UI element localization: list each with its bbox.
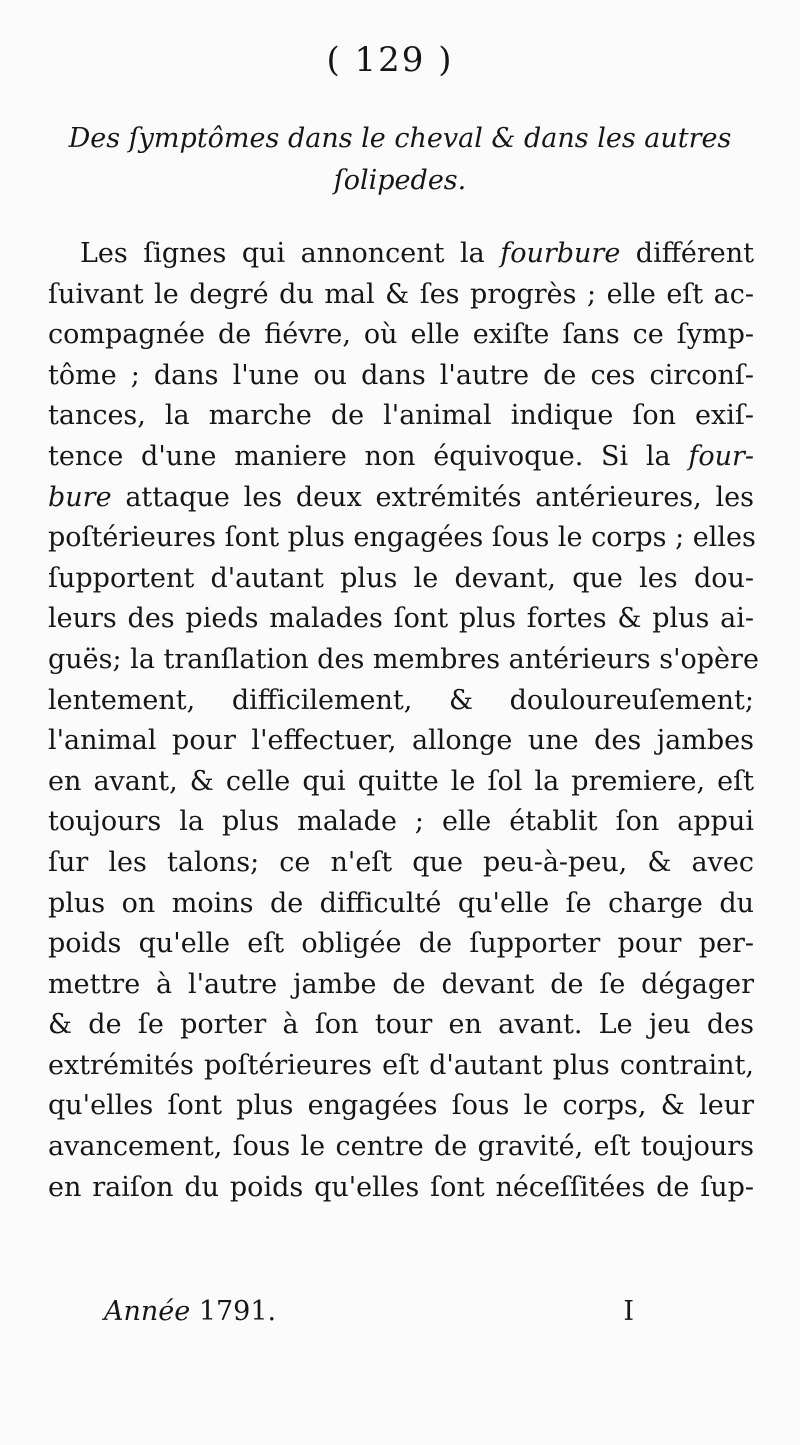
page-number: ( 129 ) — [326, 40, 454, 80]
text-line: mettre à l'autre jambe de devant de ſe dégager — [48, 968, 754, 1000]
text-line: compagnée de fiévre, où elle exiſte ſans ce ſymp- — [48, 319, 754, 351]
text-line: en raiſon du poids qu'elles ſont néceſſitées de ſup- — [48, 1171, 754, 1203]
text-line: tances, la marche de l'animal indique ſon exiſ- — [48, 400, 754, 432]
signature-mark: I — [623, 1296, 634, 1327]
body-paragraph — [48, 234, 759, 1208]
italic-term: four- — [688, 440, 754, 472]
italic-term: fourbure — [500, 238, 621, 269]
text-line: leurs des pieds malades ſont plus fortes & plus ai- — [48, 603, 754, 635]
text-line: toujours la plus malade ; elle établit ſon appui — [48, 806, 754, 838]
page-footer — [104, 1296, 634, 1327]
text-line: l'animal pour l'effectuer, allonge une des jambes — [48, 725, 754, 757]
text-line: qu'elles ſont plus engagées ſous le corps, & leur — [48, 1090, 754, 1122]
section-heading — [40, 118, 760, 202]
footer-year — [104, 1296, 276, 1327]
heading-line-1: Des ſymptômes dans le cheval & dans les autres — [68, 123, 732, 154]
year-label: Année — [104, 1296, 191, 1327]
text-line: ſuivant le degré du mal & ſes progrès ; elle eſt ac- — [48, 278, 754, 310]
heading-line-2: ſolipedes. — [333, 165, 467, 196]
text-line: lentement, difficilement, & douloureuſement; — [48, 684, 754, 716]
text-line: Les ſignes qui annoncent la fourbure différent — [80, 238, 754, 269]
text-line: avancement, ſous le centre de gravité, eſt toujours — [48, 1131, 754, 1163]
text-line: extrémités poſtérieures eſt d'autant plus contraint, — [48, 1049, 754, 1081]
text-line: plus on moins de difficulté qu'elle ſe charge du — [48, 887, 754, 919]
text-line: ſur les talons; ce n'eſt que peu-à-peu, & avec — [48, 846, 754, 878]
text-line: ſupportent d'autant plus le devant, que les dou- — [48, 562, 754, 594]
text-line: tôme ; dans l'une ou dans l'autre de ces circonſ- — [48, 359, 754, 391]
text-line: & de ſe porter à ſon tour en avant. Le jeu des — [48, 1009, 754, 1041]
text-line: guës; la tranſlation des membres antérieurs s'opère — [48, 643, 759, 675]
text-line: en avant, & celle qui quitte le ſol la premiere, eſt — [48, 765, 754, 797]
text-line: poids qu'elle eſt obligée de ſupporter pour per- — [48, 928, 754, 960]
italic-term: bure — [48, 481, 112, 513]
year-number: 1791. — [198, 1296, 277, 1327]
text-line: bure attaque les deux extrémités antérieures, les — [48, 481, 754, 513]
text-line: poſtérieures ſont plus engagées ſous le corps ; elles — [48, 522, 756, 554]
text-line: tence d'une maniere non équivoque. Si la four- — [48, 440, 754, 472]
